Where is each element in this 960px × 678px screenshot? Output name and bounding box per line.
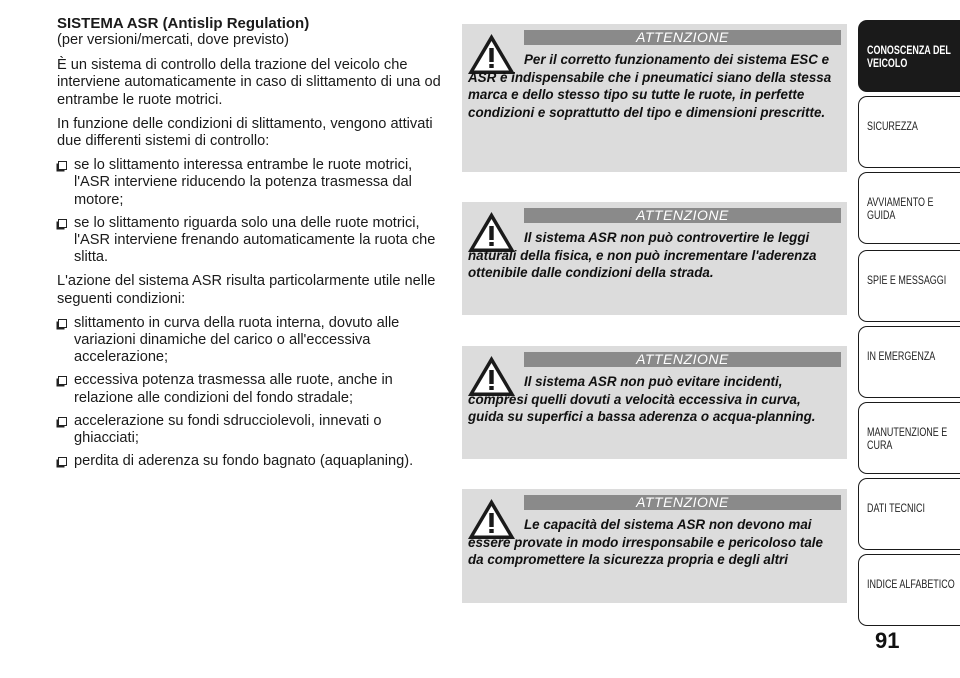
tab-label: SICUREZZA [867, 121, 918, 133]
systems-paragraph: In funzione delle condizioni di slittamento, vengono attivati due differenti sistemi di controllo: [57, 115, 433, 150]
intro-paragraph: È un sistema di controllo della trazione del veicolo che interviene automaticamente in caso di slittamento di una od entrambe le ruote motrici. [57, 57, 441, 108]
checkbox-bullet-icon [58, 319, 67, 328]
warning-text: Il sistema ASR non può evitare incidenti, compresi quelli dovuti a velocità eccessiva in curva, guida su superfici a bassa aderenza o acqua-planning. [468, 374, 816, 424]
warning-text: Per il corretto funzionamento dei sistema ESC e ASR è indispensabile che i pneumatici siano della stessa marca e dello stesso tipo su tutte le ruote, in perfette condizioni e soprattutto del tipo e dimensioni prescritte. [468, 52, 832, 120]
checkbox-bullet-icon [58, 457, 67, 466]
section-title: SISTEMA ASR (Antislip Regulation) [57, 15, 310, 32]
conditions-paragraph: L'azione del sistema ASR risulta particolarmente utile nelle seguenti condizioni: [57, 273, 436, 307]
warning-header: ATTENZIONE [524, 352, 841, 367]
conditions-list [57, 315, 442, 471]
checkbox-bullet-icon [58, 417, 67, 426]
list-item: eccessiva potenza trasmessa alle ruote, anche in relazione alle condizioni del fondo stradale; [57, 372, 442, 406]
warning-header: ATTENZIONE [524, 208, 841, 223]
tab-label: CONOSCENZA DEL VEICOLO [867, 45, 951, 70]
tab-label: MANUTENZIONE E CURA [867, 427, 948, 452]
warning-box [462, 346, 847, 459]
checkbox-bullet-icon [58, 161, 67, 170]
checkbox-bullet-icon [58, 219, 67, 228]
list-item: slittamento in curva della ruota interna, dovuto alle variazioni dinamiche del carico o all'eccessiva accelerazione; [57, 315, 442, 367]
warning-box [462, 202, 847, 315]
tab-manutenzione-e-cura[interactable] [858, 402, 960, 474]
warning-text: Le capacità del sistema ASR non devono mai essere provate in modo irresponsabile e pericoloso tale da compromettere la sicurezza propria e degli altri [468, 517, 823, 567]
list-item: accelerazione su fondi sdrucciolevoli, innevati o ghiacciati; [57, 413, 442, 447]
list-item: se lo slittamento interessa entrambe le ruote motrici, l'ASR interviene riducendo la potenza trasmessa dal motore; [57, 157, 442, 209]
section-subtitle: (per versioni/mercati, dove previsto) [57, 32, 289, 48]
tab-spie-e-messaggi[interactable] [858, 250, 960, 322]
main-text-column [57, 15, 442, 477]
list-item: perdita di aderenza su fondo bagnato (aquaplaning). [57, 453, 442, 470]
tab-avviamento-e-guida[interactable] [858, 172, 960, 244]
systems-list [57, 157, 442, 266]
tab-label: DATI TECNICI [867, 503, 925, 515]
tab-label: IN EMERGENZA [867, 351, 936, 363]
tab-indice-alfabetico[interactable] [858, 554, 960, 626]
tab-label: SPIE E MESSAGGI [867, 275, 947, 287]
tab-label: INDICE ALFABETICO [867, 579, 955, 591]
warning-box [462, 489, 847, 603]
tab-label: AVVIAMENTO E GUIDA [867, 197, 934, 222]
tab-conoscenza-del-veicolo[interactable] [858, 20, 960, 92]
warning-text: Il sistema ASR non può controvertire le leggi naturali della fisica, e non può incrementare l'aderenza ottenibile dalle condizioni della strada. [468, 230, 817, 280]
tab-dati-tecnici[interactable] [858, 478, 960, 550]
warning-box [462, 24, 847, 172]
warning-header: ATTENZIONE [524, 30, 841, 45]
tab-in-emergenza[interactable] [858, 326, 960, 398]
checkbox-bullet-icon [58, 376, 67, 385]
page-number: 91 [875, 628, 900, 653]
warning-header: ATTENZIONE [524, 495, 841, 510]
list-item: se lo slittamento riguarda solo una delle ruote motrici, l'ASR interviene frenando automaticamente la ruota che slitta. [57, 215, 442, 267]
tab-sicurezza[interactable] [858, 96, 960, 168]
